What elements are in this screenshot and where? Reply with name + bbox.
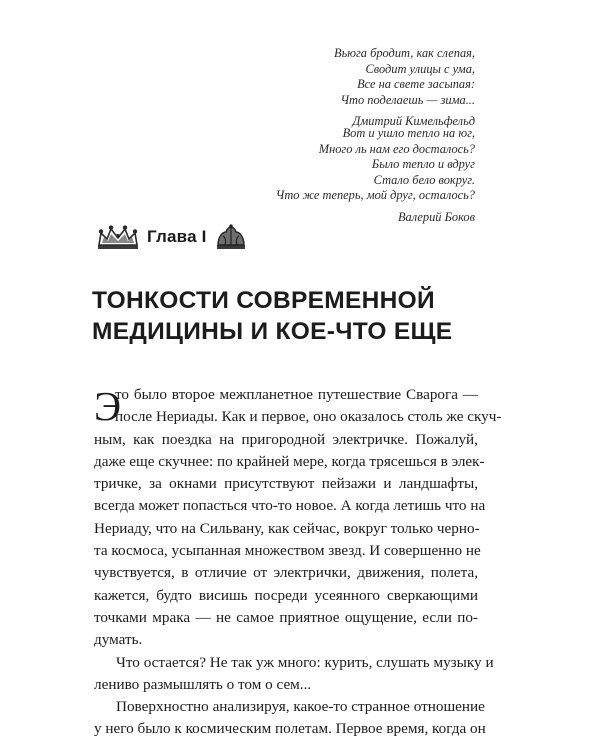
epigraph-line: Много ль нам его досталось?: [318, 141, 475, 156]
chapter-title: [92, 285, 512, 347]
text-line: кажется, будто висишь посреди усеянного сверкающими: [94, 586, 478, 604]
epigraph-line: Вьюга бродит, как слепая,: [334, 46, 475, 60]
epigraph-line: Все на свете засыпая:: [357, 77, 475, 92]
epigraph-line: Что поделаешь — зима...: [340, 92, 475, 107]
text-line: всегда может попасться что-то новое. А когда летишь что на: [94, 497, 486, 515]
text-line: та космоса, усыпанная множеством звезд. И совершенно не: [94, 542, 481, 560]
text-line: после Нериады. Как и первое, оно оказалось столь же скуч-: [115, 408, 502, 426]
text-line: даже еще скучнее: по крайней мере, когда трясешься в элек-: [94, 452, 485, 470]
epigraph-line: Что же теперь, мой друг, осталось?: [275, 188, 475, 203]
text-line: ным, как поездка на пригородной электричке. Пожалуй,: [94, 430, 478, 448]
text-line: лениво размышлять о том о сем...: [94, 675, 312, 693]
text-line: Поверхностно анализируя, какое-то странное отношение: [116, 698, 485, 716]
chapter-body-text: [94, 383, 502, 741]
chapter-title-line: МЕДИЦИНЫ И КОЕ-ЧТО ЕЩЕ: [92, 318, 453, 345]
crown-ornament-icon: [214, 224, 248, 250]
drop-cap: Э: [94, 383, 122, 429]
epigraph-line: Было тепло и вдруг: [371, 157, 475, 172]
chapter-heading: [96, 222, 248, 252]
chapter-title-line: ТОНКОСТИ СОВРЕМЕННОЙ: [92, 287, 435, 314]
epigraph-author: Дмитрий Кимельфельд: [352, 114, 475, 129]
text-line: Нериаду, что на Сильвану, как сейчас, вокруг только черно-: [94, 519, 480, 537]
text-line: Что остается? Не так уж много: курить, слушать музыку и: [116, 653, 494, 671]
epigraph-line: Стало бело вокруг.: [373, 172, 475, 187]
text-line: думать.: [94, 631, 143, 649]
crown-ornament-icon: [96, 224, 140, 250]
text-line: тричке, за окнами присутствуют пейзажи и ландшафты,: [94, 475, 478, 493]
epigraph-line: Сводит улицы с ума,: [365, 61, 475, 76]
text-line: то было второе межпланетное путешествие Сварога —: [115, 386, 478, 403]
epigraph-1: [334, 46, 475, 130]
text-line: точками мрака — не самое приятное ощущение, если по-: [94, 608, 478, 626]
epigraph-2: [276, 126, 475, 226]
chapter-label: Глава I: [147, 227, 207, 246]
epigraph-author: Валерий Боков: [397, 209, 475, 224]
text-line: чувствуется, в отличие от электрички, движения, полета,: [94, 564, 478, 582]
text-line: у него было к космическим полетам. Первое время, когда он: [94, 720, 486, 738]
epigraph-line: Вот и ушло тепло на юг,: [342, 126, 475, 140]
